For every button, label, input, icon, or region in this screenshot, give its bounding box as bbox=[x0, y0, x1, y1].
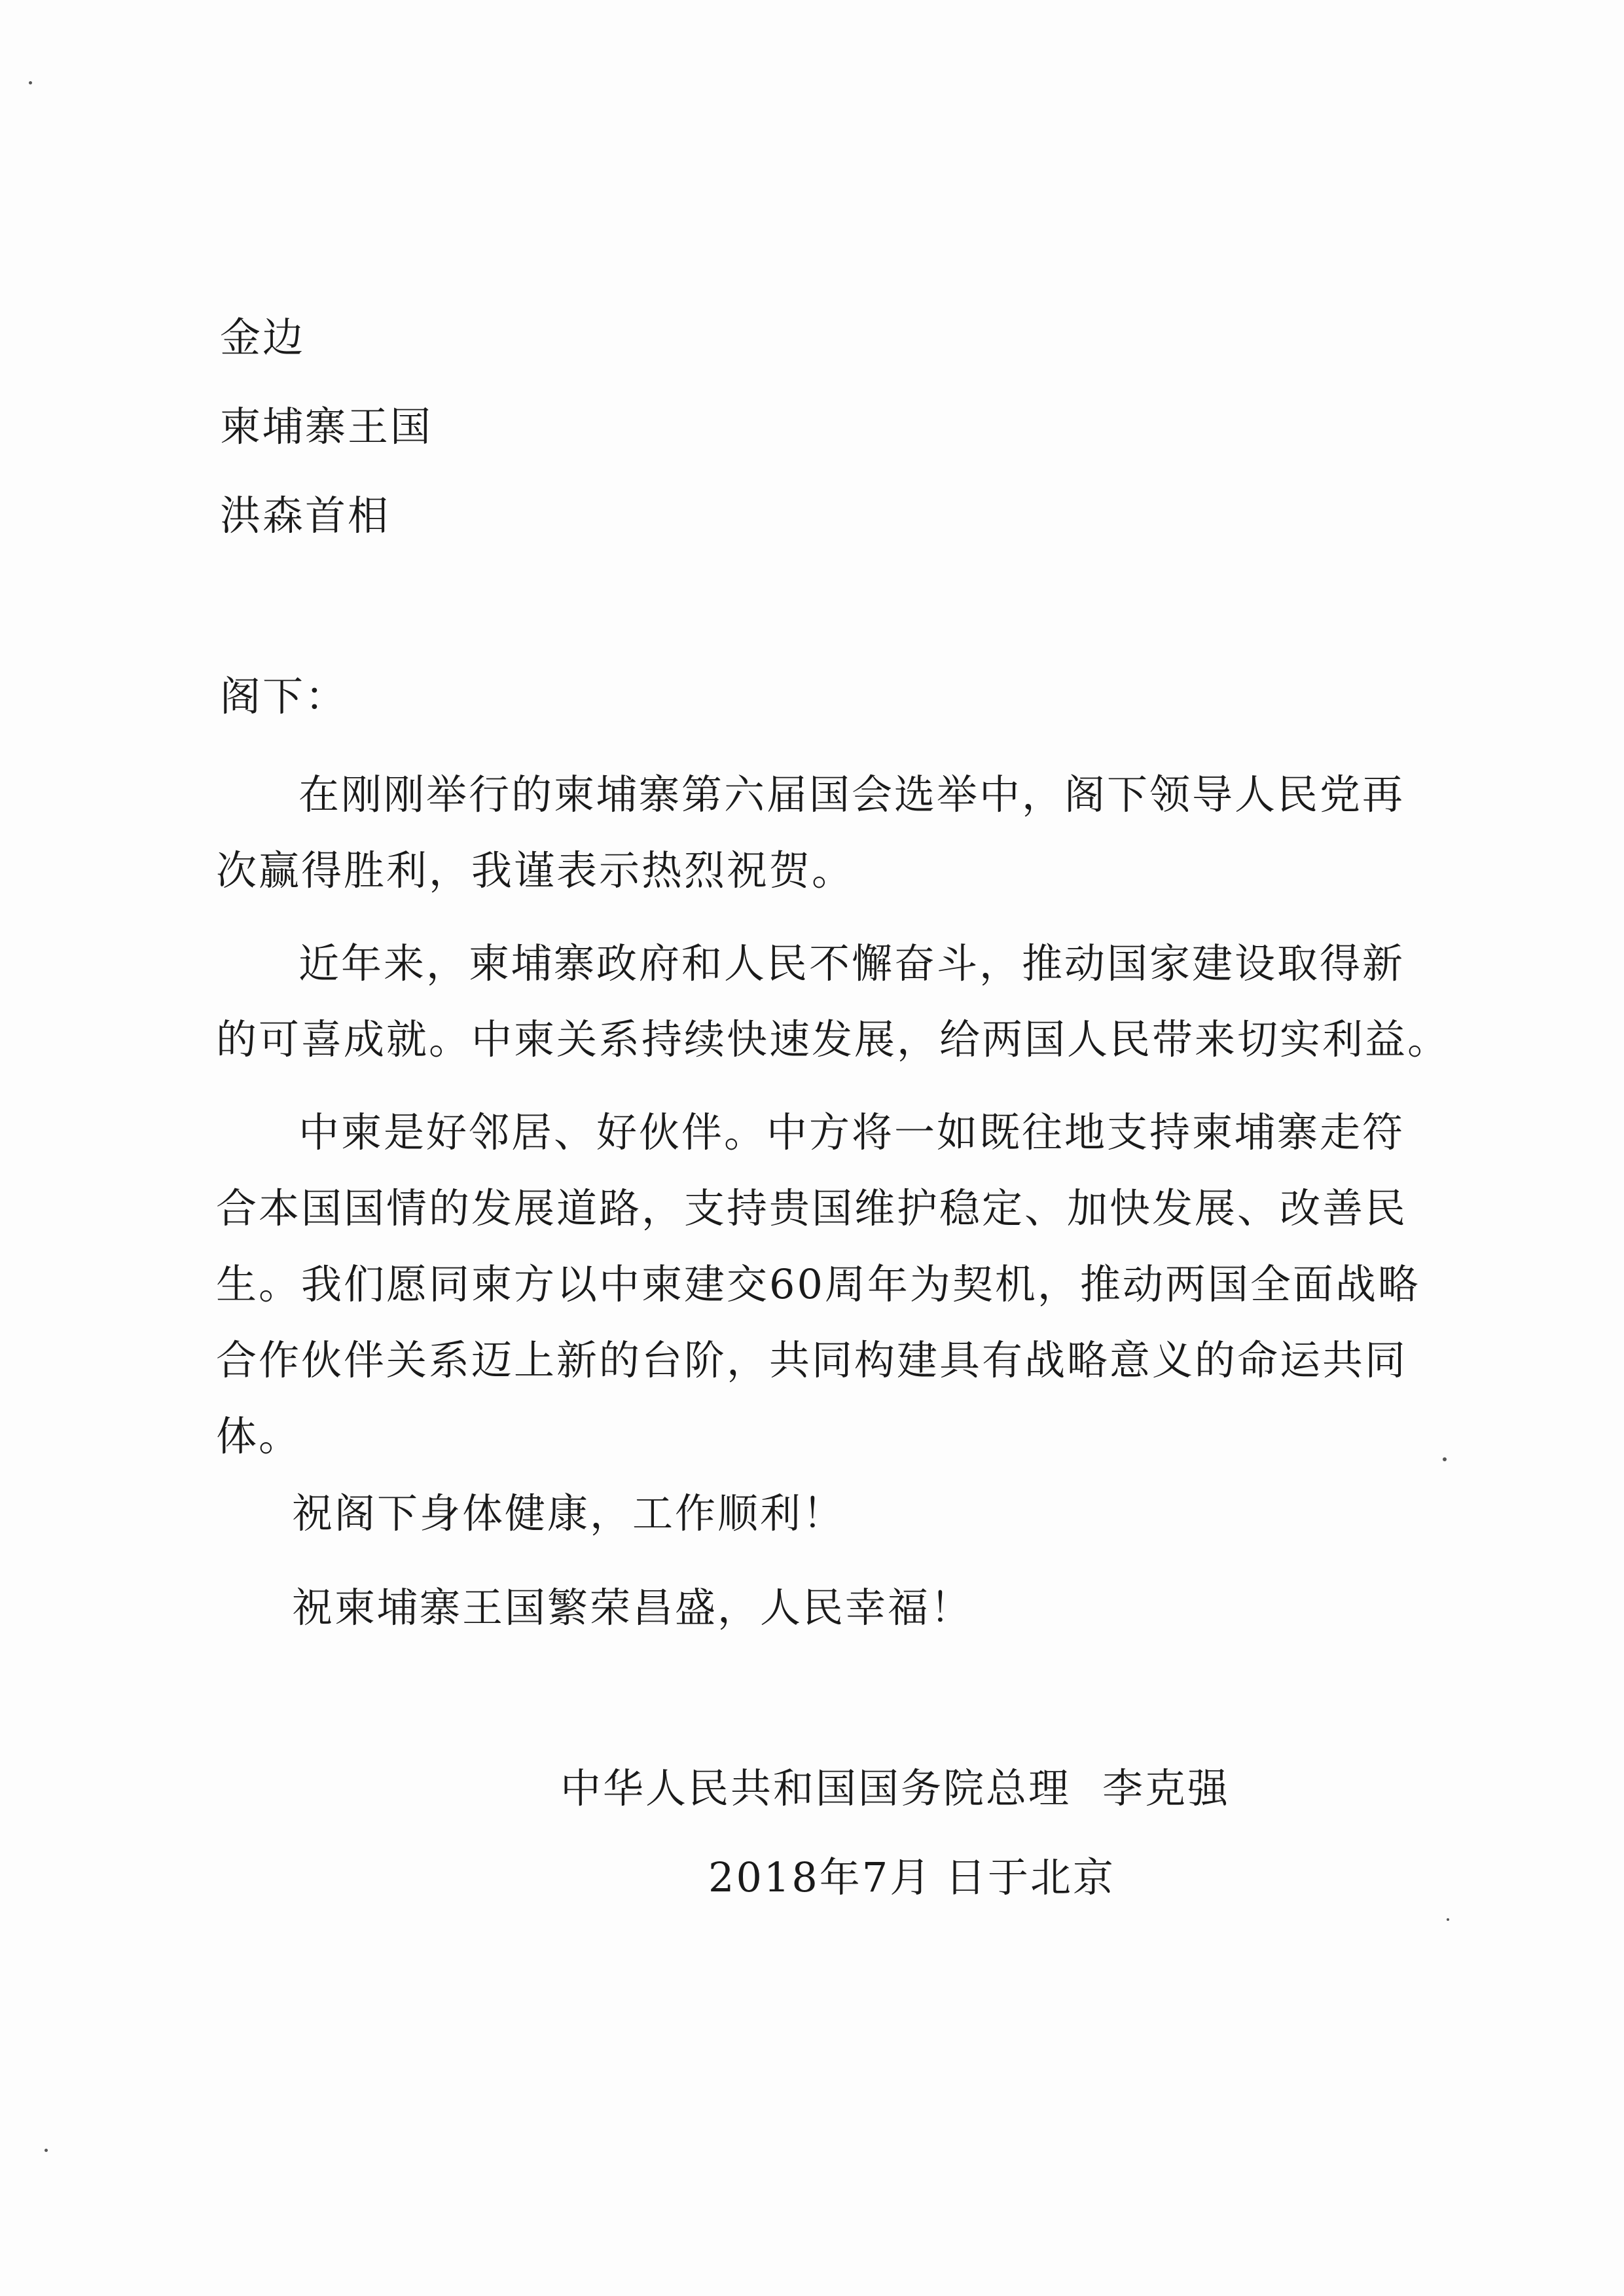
closing-wish: 祝阁下身体健康，工作顺利！ bbox=[292, 1489, 846, 1537]
signature-place: 日于北京 bbox=[945, 1853, 1116, 1901]
address-country: 柬埔寨王国 bbox=[220, 403, 433, 450]
paragraph-line: 生。我们愿同柬方以中柬建交60周年为契机，推动两国全面战略 bbox=[216, 1260, 1420, 1308]
paragraph-line: 体。 bbox=[216, 1412, 302, 1460]
paragraph-line: 的可喜成就。中柬关系持续快速发展，给两国人民带来切实利益。 bbox=[216, 1015, 1451, 1063]
signature-date: 2018年7月 bbox=[708, 1853, 933, 1901]
signatory-name: 李克强 bbox=[1102, 1764, 1231, 1812]
scan-speck bbox=[45, 2149, 48, 2152]
paragraph-line: 合本国国情的发展道路，支持贵国维护稳定、加快发展、改善民 bbox=[216, 1184, 1408, 1232]
closing-wish: 祝柬埔寨王国繁荣昌盛，人民幸福！ bbox=[292, 1584, 973, 1631]
paragraph-line: 次赢得胜利，我谨表示热烈祝贺。 bbox=[216, 847, 855, 894]
paragraph-line: 中柬是好邻居、好伙伴。中方将一如既往地支持柬埔寨走符 bbox=[298, 1108, 1405, 1156]
address-city: 金边 bbox=[220, 314, 306, 361]
signatory-title: 中华人民共和国国务院总理 bbox=[560, 1764, 1072, 1812]
scan-speck bbox=[1443, 1457, 1447, 1461]
salutation: 阁下： bbox=[220, 672, 348, 720]
paragraph-line: 合作伙伴关系迈上新的台阶，共同构建具有战略意义的命运共同 bbox=[216, 1336, 1408, 1384]
scan-speck bbox=[29, 81, 32, 84]
address-recipient: 洪森首相 bbox=[220, 492, 391, 539]
paragraph-line: 在刚刚举行的柬埔寨第六届国会选举中，阁下领导人民党再 bbox=[298, 771, 1405, 818]
scan-speck bbox=[1447, 1918, 1449, 1921]
paragraph-line: 近年来，柬埔寨政府和人民不懈奋斗，推动国家建设取得新 bbox=[298, 939, 1405, 987]
